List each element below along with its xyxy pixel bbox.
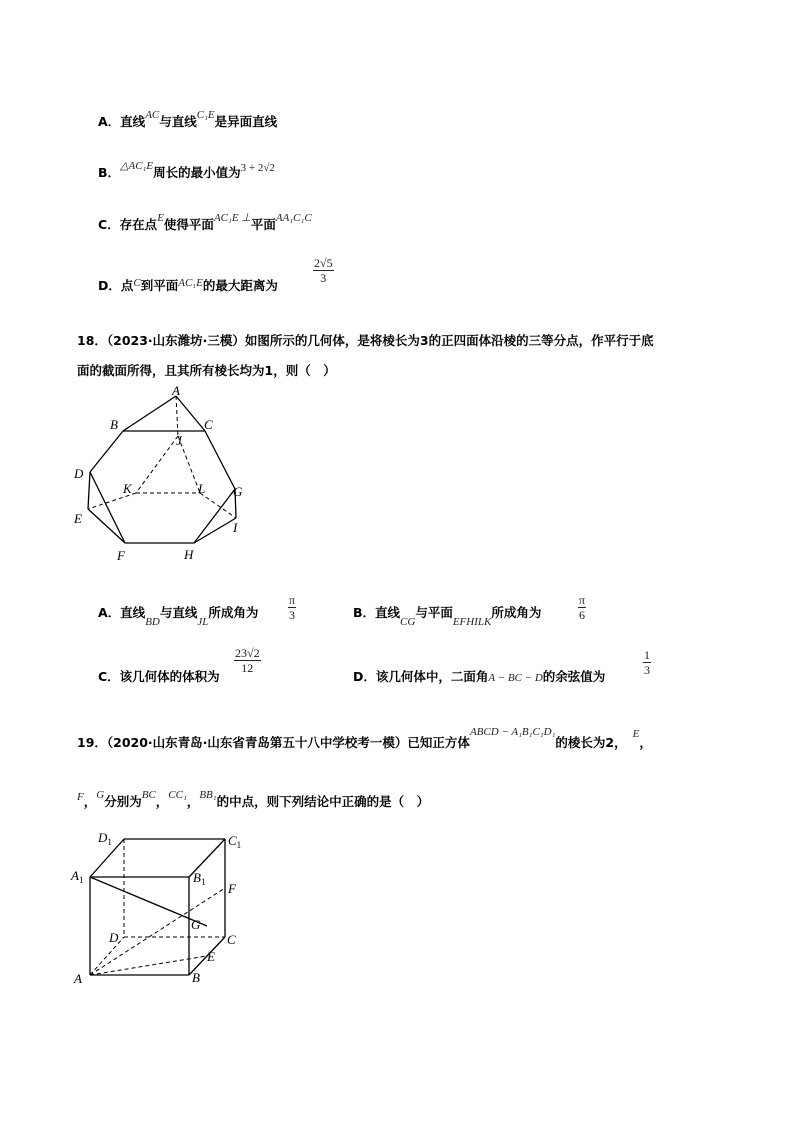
q17-c-mid2: 平面 <box>250 217 276 232</box>
q18-b-frac-num: π <box>579 593 586 607</box>
q18-label-l: L <box>198 481 206 496</box>
q19-label-d1-letter: D <box>98 830 108 845</box>
q17-b-math1: △AC₁E <box>120 160 154 172</box>
q18-a-tail: 所成角为 <box>208 605 259 620</box>
q19-label-a1 <box>70 868 83 885</box>
q17-a-mid: 与直线 <box>159 114 197 129</box>
q19-stem-line2 <box>77 789 430 810</box>
q17-b-mid: 周长的最小值为 <box>153 165 241 180</box>
q17-option-c <box>98 212 312 233</box>
q17-d-frac-num: 2√5 <box>314 256 333 270</box>
q17-d-label: D．点 <box>98 278 134 293</box>
q18-stem-line2: 面的截面所得，且其所有棱长均为1，则（ ） <box>77 363 336 378</box>
q18-a-frac-den: 3 <box>289 608 296 622</box>
q19-line2-sep3: ， <box>186 794 200 809</box>
q18-label-g: G <box>233 484 243 499</box>
q18-d-fraction <box>643 648 651 677</box>
q19-label-e: E <box>207 949 215 964</box>
q19-label-c: C <box>227 932 236 947</box>
q19-line1-a: 19．（2020·山东青岛·山东省青岛第五十八中学校考一模）已知正方体 <box>77 735 470 750</box>
q19-label-c1 <box>228 833 241 850</box>
q18-label-c: C <box>204 417 213 432</box>
q19-label-d1 <box>97 830 112 847</box>
q17-d-fraction <box>313 256 334 285</box>
q17-a-tail: 是异面直线 <box>214 114 278 129</box>
q18-b-math2: EFHILK <box>452 616 492 628</box>
q18-label-f: F <box>117 548 125 563</box>
q19-label-c1-letter: C <box>228 833 237 848</box>
q17-d-frac-den: 3 <box>320 271 327 285</box>
q17-a-math2: C₁E <box>196 109 215 121</box>
q19-label-b1-letter: B <box>193 870 201 885</box>
q17-d-tail: 的最大距离为 <box>202 278 278 293</box>
q18-d-math1: A − BC − D <box>488 672 543 684</box>
q18-label-e: E <box>74 511 82 526</box>
q17-c-math2: AC₁E ⊥ <box>213 212 251 224</box>
q17-c-math3: AA₁C₁C <box>275 212 312 224</box>
q17-a-math1: AC <box>145 109 160 121</box>
q17-c-math1: E <box>157 212 164 224</box>
q19-line1-b: 的棱长为2， <box>555 735 627 750</box>
q18-option-d <box>353 667 605 685</box>
q18-b-mid: 与平面 <box>415 605 453 620</box>
q19-label-c1-sub: 1 <box>236 840 242 850</box>
q19-label-f: F <box>228 881 236 896</box>
q18-option-a <box>98 603 259 628</box>
q18-b-fraction <box>578 593 586 622</box>
q19-label-b: B <box>192 970 200 985</box>
q18-c-frac-num: 23√2 <box>235 646 260 660</box>
q18-stem-line1: 18．（2023·山东潍坊·三模）如图所示的几何体，是将棱长为3的正四面体沿棱的三等分点，作平行于底 <box>77 333 654 348</box>
q19-label-a1-letter: A <box>71 868 79 883</box>
q18-label-k: K <box>123 481 132 496</box>
q18-b-label: B．直线 <box>353 605 401 620</box>
q18-a-label: A．直线 <box>98 605 146 620</box>
q18-d-frac-den: 3 <box>644 663 650 677</box>
q17-b-label: B． <box>98 165 121 180</box>
q18-label-b: B <box>110 417 118 432</box>
q18-b-math1: CG <box>400 616 416 628</box>
q18-c-fraction <box>234 646 261 675</box>
q18-label-i: I <box>233 520 238 535</box>
q17-c-mid: 使得平面 <box>163 217 214 232</box>
q19-label-d: D <box>109 930 119 945</box>
q18-truncated-tetrahedron-figure <box>70 385 260 565</box>
q18-c-label: C．该几何体的体积为 <box>98 669 220 684</box>
q19-line2-math2: G <box>96 789 105 801</box>
q19-line2-sep1: ， <box>83 794 97 809</box>
q19-label-a: A <box>74 971 82 986</box>
q19-label-b1-sub: 1 <box>200 877 206 887</box>
q18-label-a: A <box>172 385 180 398</box>
q18-option-b <box>353 603 542 628</box>
q19-line2-a: 分别为 <box>104 794 142 809</box>
q19-label-g: G <box>191 917 201 932</box>
q18-d-label: D．该几何体中，二面角 <box>353 669 489 684</box>
q19-line2-math4: CC₁ <box>168 789 187 801</box>
q18-label-h: H <box>184 547 194 562</box>
q19-line2-math3: BC <box>141 789 156 801</box>
q19-label-d1-sub: 1 <box>107 837 112 847</box>
q18-a-math2: JL <box>197 616 209 628</box>
q18-a-frac-num: π <box>289 593 296 607</box>
q17-d-math2: AC₁E <box>178 277 203 289</box>
q18-option-c <box>98 667 220 685</box>
q19-line2-math5: BB₁ <box>199 789 217 801</box>
q17-d-mid: 到平面 <box>140 278 179 293</box>
q17-b-math2: 3 + 2√2 <box>240 162 275 174</box>
q17-option-a <box>98 109 278 130</box>
q18-label-j: J <box>176 433 182 448</box>
q17-c-label: C．存在点 <box>98 217 158 232</box>
q19-line2-b: 的中点，则下列结论中正确的是（ ） <box>216 794 430 809</box>
q19-stem-line1 <box>77 726 652 751</box>
q19-line2-math1: F <box>77 791 84 803</box>
q18-d-tail: 的余弦值为 <box>542 669 606 684</box>
q18-d-frac-num: 1 <box>644 648 650 662</box>
q19-line2-sep2: ， <box>155 794 169 809</box>
q18-label-d: D <box>74 466 84 481</box>
q18-b-tail: 所成角为 <box>491 605 542 620</box>
q17-a-label: A．直线 <box>98 114 146 129</box>
q19-line1-math: ABCD − A₁B₁C₁D₁ <box>469 726 556 738</box>
q18-a-math1: BD <box>145 616 160 628</box>
q18-a-fraction <box>288 593 296 622</box>
q19-line1-math2: E <box>632 728 640 740</box>
q17-option-d <box>98 276 278 294</box>
q18-a-mid: 与直线 <box>159 605 198 620</box>
q18-b-frac-den: 6 <box>579 608 586 622</box>
q17-d-math1: C <box>133 277 141 289</box>
q19-cube-figure <box>68 825 258 990</box>
q18-c-frac-den: 12 <box>241 661 254 675</box>
q19-line1-c: ， <box>639 735 652 750</box>
q19-label-b1 <box>193 870 205 887</box>
q17-option-b <box>98 160 275 181</box>
q19-label-a1-sub: 1 <box>78 875 84 885</box>
